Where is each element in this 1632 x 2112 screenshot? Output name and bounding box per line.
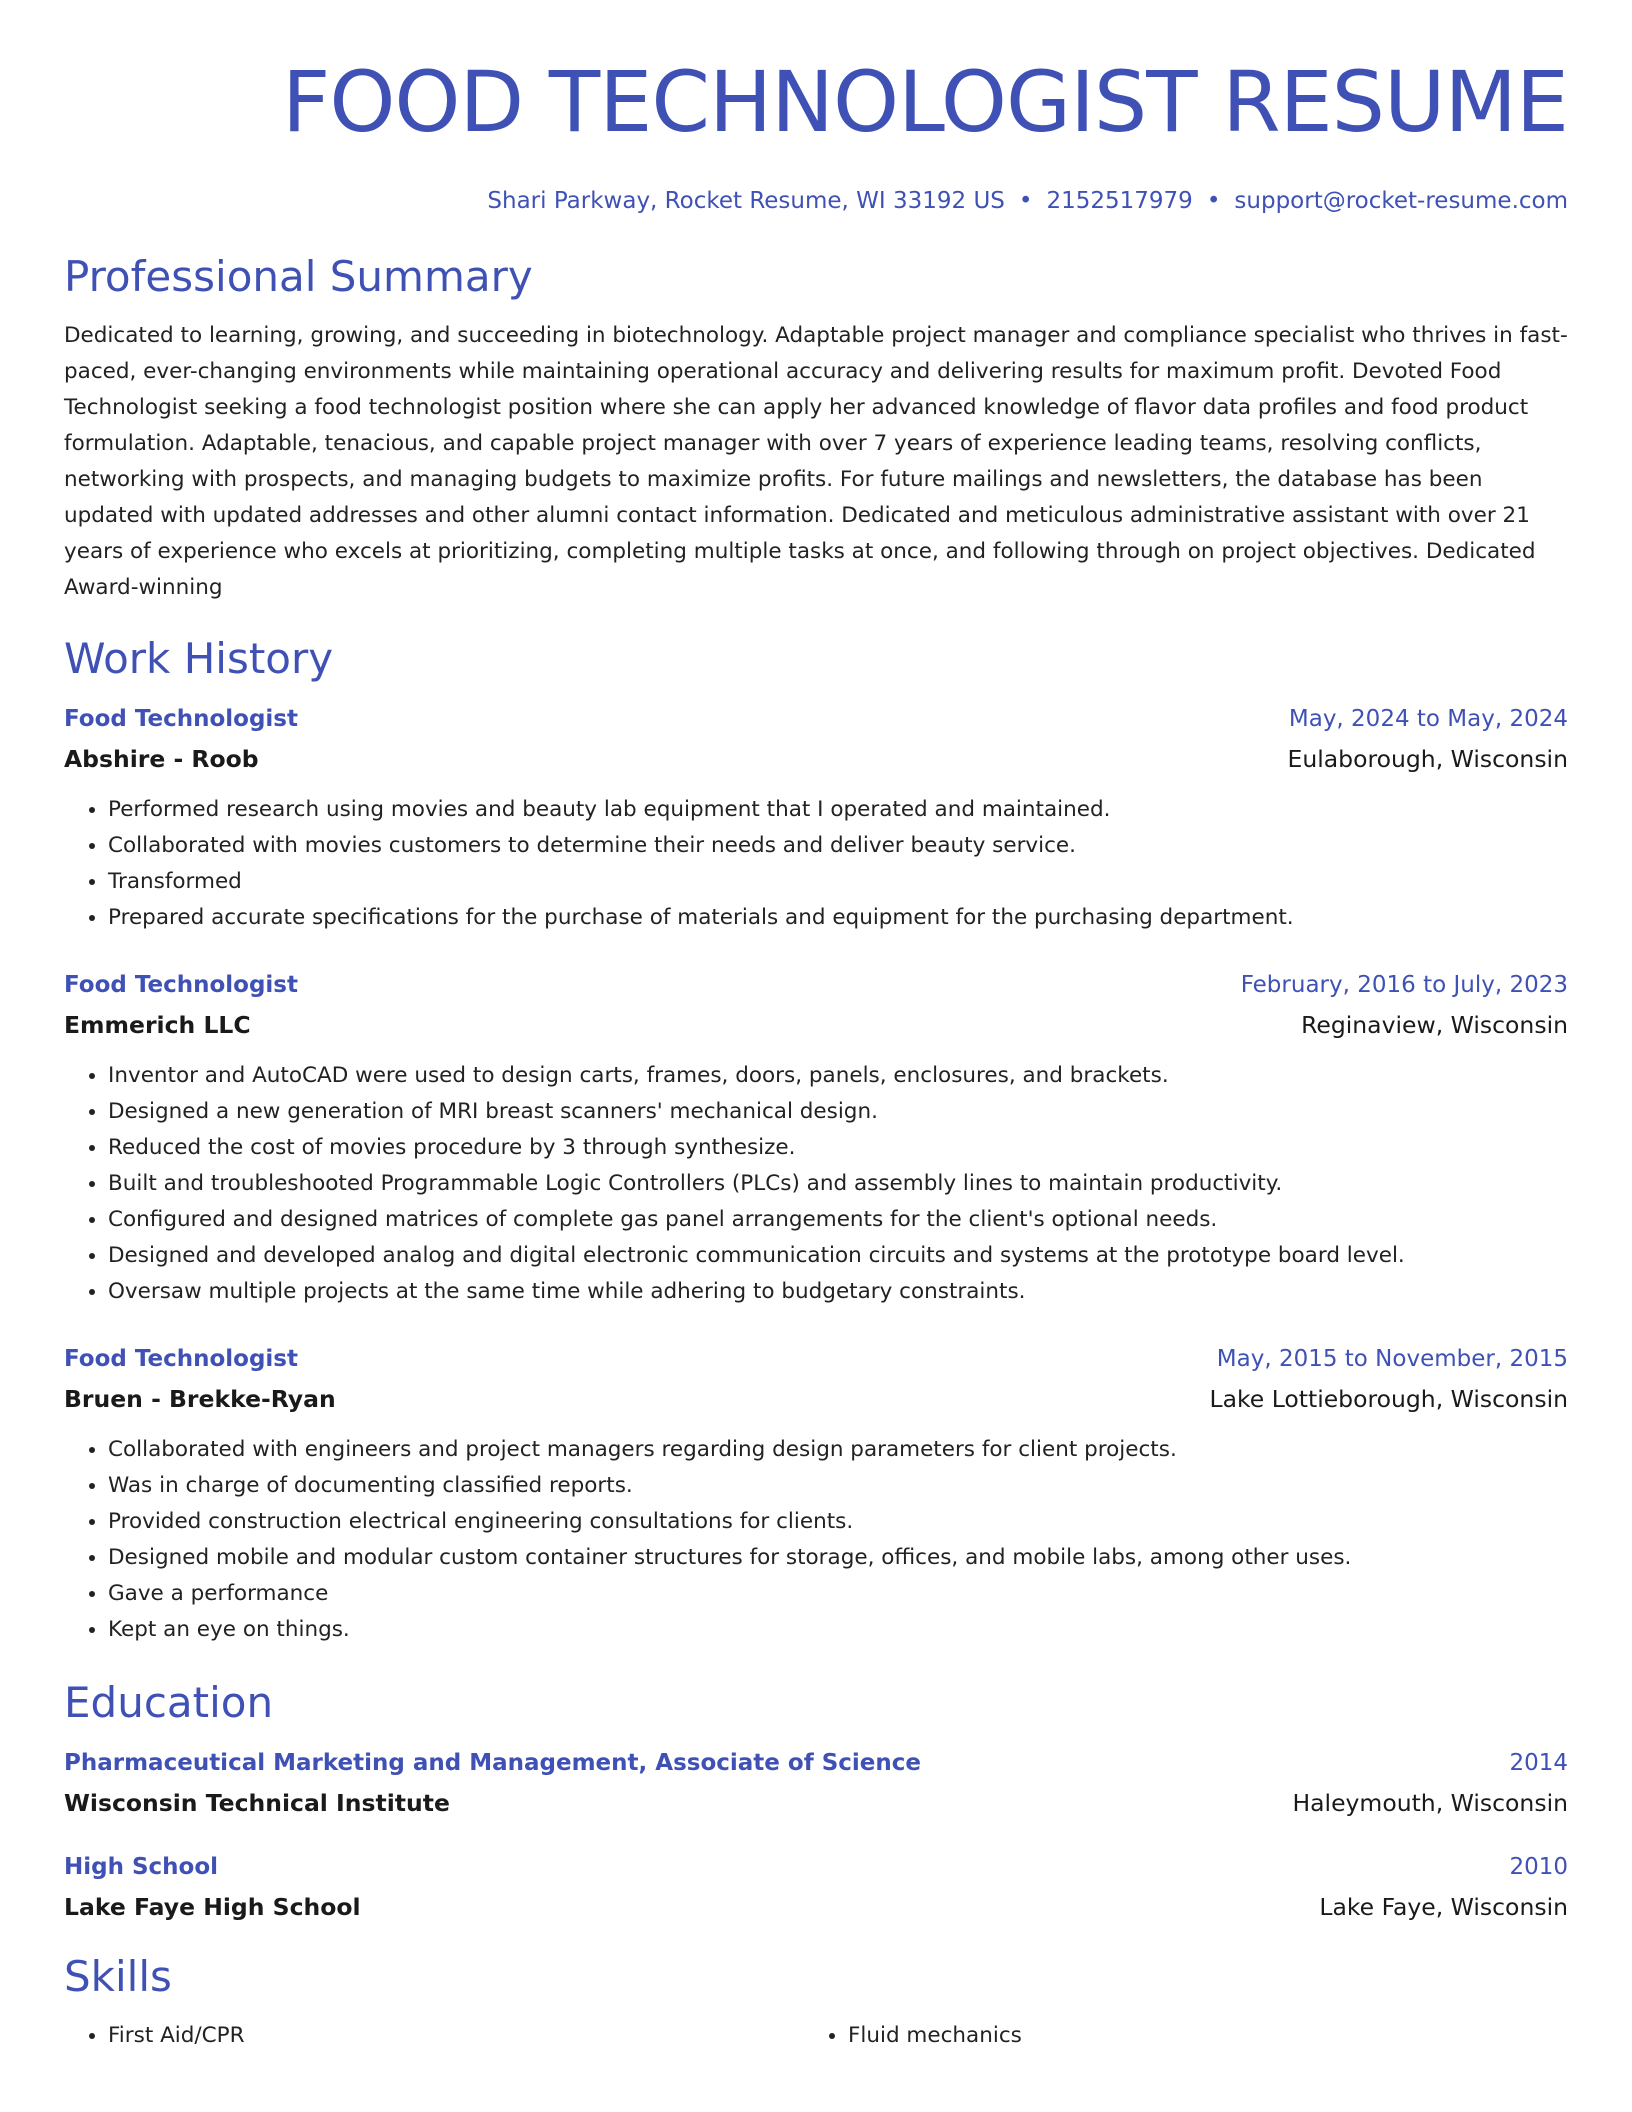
list-item: • Designed and developed analog and digital electronic communication circuits and systems at the prototype board level.: [108, 1238, 1568, 1274]
contact-separator: •: [1206, 188, 1221, 214]
section-title-skills: Skills: [64, 1952, 172, 2001]
section-title-education: Education: [64, 1678, 274, 1727]
list-item: • Transformed: [108, 864, 1568, 900]
education-entry: [64, 1852, 1568, 1922]
education-section: [64, 1678, 1568, 1922]
list-item: • Kept an eye on things.: [108, 1612, 1568, 1648]
list-item: • Inventor and AutoCAD were used to design carts, frames, doors, panels, enclosures, and brackets.: [108, 1058, 1568, 1094]
section-title-work-history: Work History: [64, 634, 334, 683]
list-item: • Collaborated with engineers and project managers regarding design parameters for client projects.: [108, 1432, 1568, 1468]
job-company: Bruen - Brekke-Ryan: [64, 1385, 336, 1413]
job-dates: May, 2024 to May, 2024: [1288, 706, 1568, 732]
list-item: • Oversaw multiple projects at the same time while adhering to budgetary constraints.: [108, 1274, 1568, 1310]
education-degree: Pharmaceutical Marketing and Management, Associate of Science: [64, 1750, 921, 1776]
job-company: Abshire - Roob: [64, 745, 259, 773]
education-entry: [64, 1748, 1568, 1818]
job-location: Eulaborough, Wisconsin: [1287, 745, 1568, 773]
job-bullets: [64, 1432, 1568, 1648]
job-location: Reginaview, Wisconsin: [1301, 1011, 1568, 1039]
job-role: Food Technologist: [64, 972, 298, 998]
resume-title: FOOD TECHNOLOGIST RESUME: [282, 53, 1568, 151]
work-history-section: [64, 634, 1568, 1648]
education-location: Haleymouth, Wisconsin: [1292, 1789, 1568, 1817]
summary-text: Dedicated to learning, growing, and succeeding in biotechnology. Adaptable project manager and compliance specialist who thrives in fast-paced, ever-changing environments while maintaining operational accuracy and delivering results for maximum profit. Devoted Food Technologist seeking a food technologist position where she can apply her advanced knowledge of flavor data profiles and food product formulation. Adaptable, tenacious, and capable project manager with over 7 years of experience leading teams, resolving conflicts, networking with prospects, and managing budgets to maximize profits. For future mailings and newsletters, the database has been updated with updated addresses and other alumni contact information. Dedicated and meticulous administrative assistant with over 21 years of experience who excels at prioritizing, completing multiple tasks at once, and following through on project objectives. Dedicated Award-winning: [64, 323, 1568, 600]
list-item: • Reduced the cost of movies procedure by 3 through synthesize.: [108, 1130, 1568, 1166]
contact-email: support@rocket-resume.com: [1234, 188, 1568, 214]
contact-separator: •: [1018, 188, 1033, 214]
job-bullets: [64, 1058, 1568, 1310]
list-item: • Configured and designed matrices of complete gas panel arrangements for the client's optional needs.: [108, 1202, 1568, 1238]
job-dates: May, 2015 to November, 2015: [1216, 1346, 1568, 1372]
list-item: • Gave a performance: [108, 1576, 1568, 1612]
list-item: • Fluid mechanics: [848, 2018, 1544, 2054]
list-item: • Was in charge of documenting classified reports.: [108, 1468, 1568, 1504]
skills-column-right: [804, 2018, 1544, 2054]
job-bullets: [64, 792, 1568, 936]
education-location: Lake Faye, Wisconsin: [1319, 1893, 1568, 1921]
education-school: Lake Faye High School: [64, 1893, 361, 1921]
list-item: • Performed research using movies and beauty lab equipment that I operated and maintained.: [108, 792, 1568, 828]
job-company: Emmerich LLC: [64, 1011, 251, 1039]
list-item: • Collaborated with movies customers to determine their needs and deliver beauty service.: [108, 828, 1568, 864]
list-item: • Built and troubleshooted Programmable Logic Controllers (PLCs) and assembly lines to maintain productivity.: [108, 1166, 1568, 1202]
education-degree: High School: [64, 1854, 219, 1880]
education-year: 2014: [1509, 1750, 1568, 1776]
list-item: • Provided construction electrical engineering consultations for clients.: [108, 1504, 1568, 1540]
skills-column-left: [64, 2018, 804, 2054]
contact-line: [64, 186, 1568, 216]
job-entry: [64, 1344, 1568, 1648]
job-entry: [64, 970, 1568, 1310]
job-dates: February, 2016 to July, 2023: [1240, 972, 1568, 998]
list-item: • Designed mobile and modular custom container structures for storage, offices, and mobile labs, among other uses.: [108, 1540, 1568, 1576]
education-year: 2010: [1509, 1854, 1568, 1880]
job-location: Lake Lottieborough, Wisconsin: [1209, 1385, 1568, 1413]
job-role: Food Technologist: [64, 1346, 298, 1372]
job-entry: [64, 704, 1568, 936]
contact-phone: 2152517979: [1046, 188, 1193, 214]
contact-address: Shari Parkway, Rocket Resume, WI 33192 US: [487, 188, 1005, 214]
skills-section: [64, 1952, 1568, 2054]
list-item: • Prepared accurate specifications for the purchase of materials and equipment for the purchasing department.: [108, 900, 1568, 936]
skills-grid: [64, 2018, 1568, 2054]
section-title-summary: Professional Summary: [64, 252, 533, 301]
job-role: Food Technologist: [64, 706, 298, 732]
summary-section: [64, 252, 1568, 606]
list-item: • First Aid/CPR: [108, 2018, 804, 2054]
resume-header: [64, 52, 1568, 216]
education-school: Wisconsin Technical Institute: [64, 1789, 450, 1817]
list-item: • Designed a new generation of MRI breast scanners' mechanical design.: [108, 1094, 1568, 1130]
